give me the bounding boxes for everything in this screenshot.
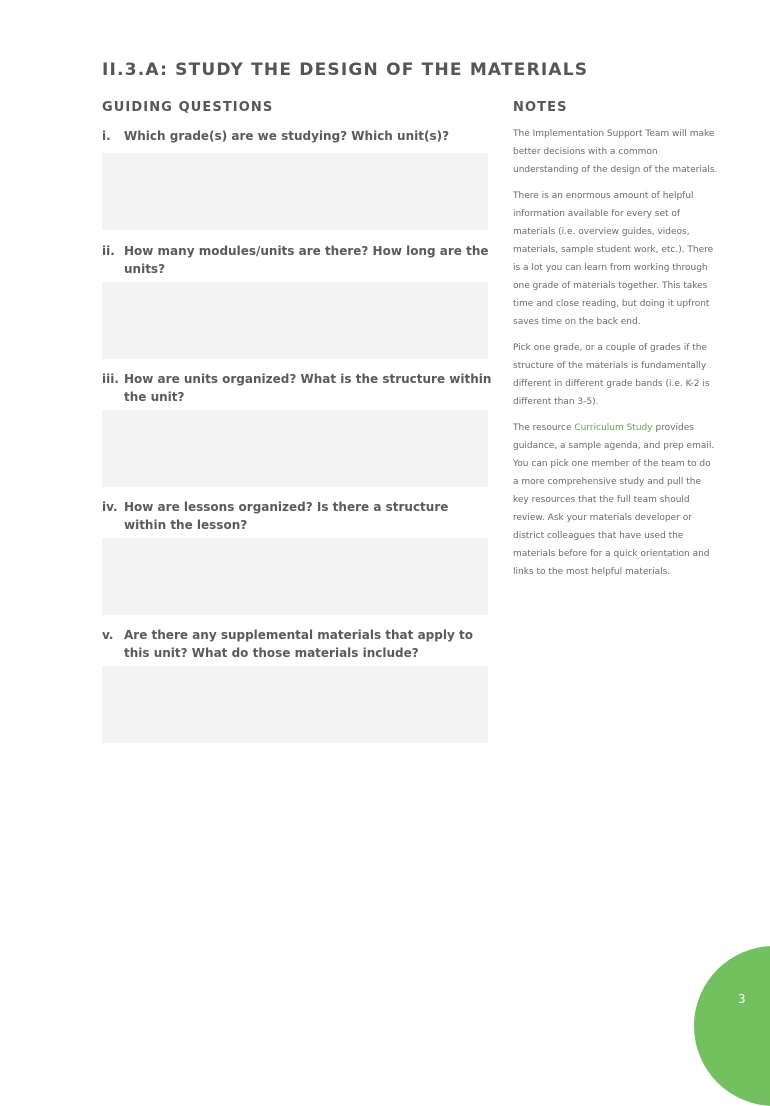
notes-heading: NOTES xyxy=(513,100,568,115)
question-4 xyxy=(102,498,494,534)
page-number: 3 xyxy=(738,992,746,1006)
page-title: II.3.A: STUDY THE DESIGN OF THE MATERIALS xyxy=(102,60,589,80)
answer-box-3[interactable] xyxy=(102,410,488,487)
question-text: How are lessons organized? Is there a structure within the lesson? xyxy=(124,500,449,532)
answer-box-1[interactable] xyxy=(102,153,488,230)
notes-paragraph-4 xyxy=(513,419,718,581)
guiding-questions-heading: GUIDING QUESTIONS xyxy=(102,100,274,115)
answer-box-4[interactable] xyxy=(102,538,488,615)
question-5 xyxy=(102,626,494,662)
question-number: v. xyxy=(102,628,114,642)
page-corner-decoration xyxy=(694,946,770,1106)
question-text: Are there any supplemental materials that apply to this unit? What do those materials include? xyxy=(124,628,473,660)
question-text: Which grade(s) are we studying? Which unit(s)? xyxy=(124,129,450,143)
notes-paragraph-4-rest: provides guidance, a sample agenda, and prep email. You can pick one member of the team to do a more comprehensive study and pull the key resources that the full team should review. Ask your materials developer or district colleagues that have used the materials before for a quick orientation and links to the most helpful materials. xyxy=(513,423,715,577)
answer-box-2[interactable] xyxy=(102,282,488,359)
question-number: ii. xyxy=(102,244,115,258)
question-number: iii. xyxy=(102,372,119,386)
notes-paragraph-4-lead: The resource xyxy=(513,423,575,433)
notes-paragraph-1: The Implementation Support Team will make better decisions with a common understanding of the design of the materials. xyxy=(513,129,718,175)
curriculum-study-link[interactable]: Curriculum Study xyxy=(574,423,653,433)
notes-paragraph-2: There is an enormous amount of helpful information available for every set of materials (i.e. overview guides, videos, materials, sample student work, etc.). There is a lot you can learn from working through one grade of materials together. This takes time and close reading, but doing it upfront saves time on the back end. xyxy=(513,191,714,327)
answer-box-5[interactable] xyxy=(102,666,488,743)
notes-paragraph-3: Pick one grade, or a couple of grades if the structure of the materials is fundamentally different in different grade bands (i.e. K-2 is different than 3-5). xyxy=(513,343,710,407)
question-text: How are units organized? What is the structure within the unit? xyxy=(124,372,492,404)
notes-column xyxy=(513,125,718,589)
question-text: How many modules/units are there? How long are the units? xyxy=(124,244,489,276)
question-number: i. xyxy=(102,129,111,143)
question-3 xyxy=(102,370,494,406)
question-2 xyxy=(102,242,494,278)
question-1 xyxy=(102,127,494,145)
question-number: iv. xyxy=(102,500,118,514)
